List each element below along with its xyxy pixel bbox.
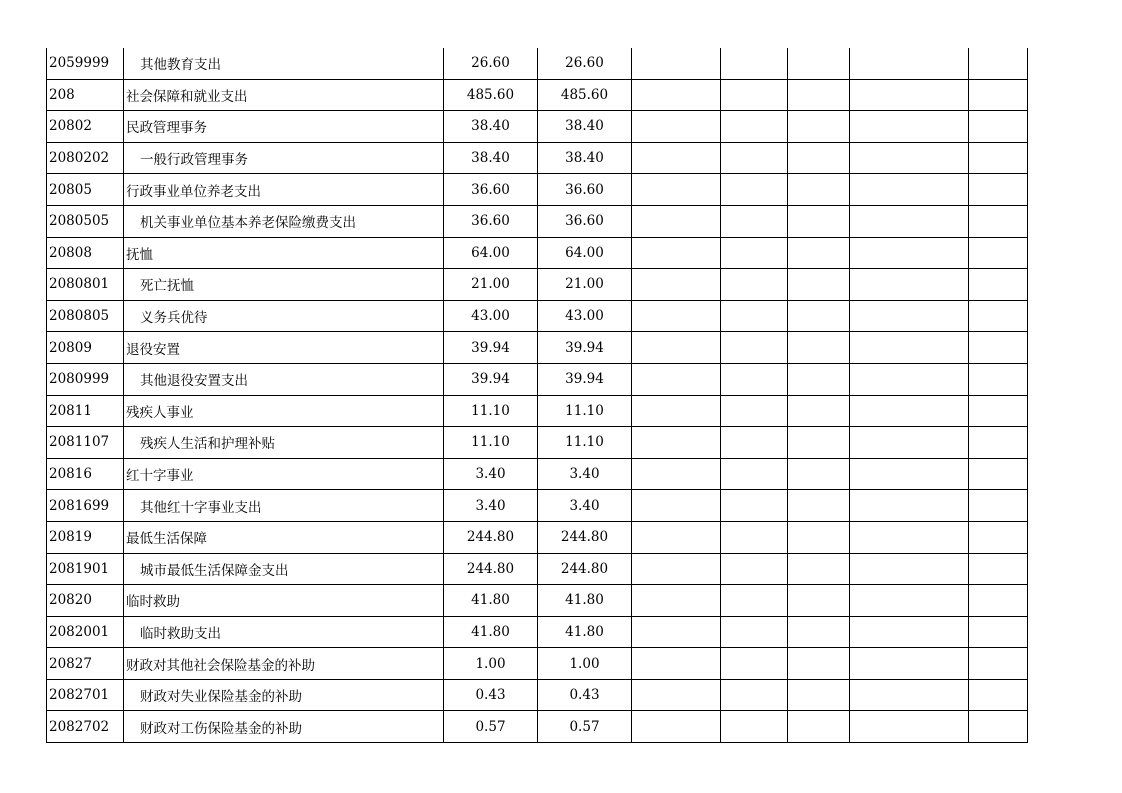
empty-cell [788, 458, 850, 490]
empty-cell [632, 205, 721, 237]
empty-cell [721, 521, 788, 553]
empty-cell [632, 427, 721, 459]
total-amount-cell: 43.00 [444, 300, 538, 332]
empty-cell [721, 553, 788, 585]
empty-cell [788, 648, 850, 680]
basic-expenditure-cell: 38.40 [538, 111, 632, 143]
empty-cell [721, 458, 788, 490]
code-cell: 20802 [47, 111, 124, 143]
empty-cell [632, 458, 721, 490]
empty-cell [969, 205, 1028, 237]
empty-cell [788, 585, 850, 617]
code-cell: 2059999 [47, 48, 124, 79]
basic-expenditure-cell: 3.40 [538, 490, 632, 522]
empty-cell [788, 553, 850, 585]
empty-cell [850, 395, 969, 427]
table-row [47, 332, 1028, 364]
empty-cell [850, 48, 969, 79]
basic-expenditure-cell: 36.60 [538, 205, 632, 237]
basic-expenditure-cell: 26.60 [538, 48, 632, 79]
table-row [47, 142, 1028, 174]
total-amount-cell: 26.60 [444, 48, 538, 79]
empty-cell [850, 205, 969, 237]
code-cell: 20816 [47, 458, 124, 490]
empty-cell [721, 111, 788, 143]
item-name-cell: 一般行政管理事务 [124, 142, 444, 174]
item-name-cell: 行政事业单位养老支出 [124, 174, 444, 206]
empty-cell [850, 332, 969, 364]
total-amount-cell: 485.60 [444, 79, 538, 111]
empty-cell [632, 648, 721, 680]
basic-expenditure-cell: 3.40 [538, 458, 632, 490]
empty-cell [632, 395, 721, 427]
empty-cell [721, 585, 788, 617]
code-cell: 2080801 [47, 269, 124, 301]
code-cell: 2081107 [47, 427, 124, 459]
table-row [47, 237, 1028, 269]
empty-cell [632, 711, 721, 743]
empty-cell [969, 395, 1028, 427]
empty-cell [788, 616, 850, 648]
table-row [47, 553, 1028, 585]
empty-cell [850, 490, 969, 522]
empty-cell [632, 363, 721, 395]
table-row [47, 427, 1028, 459]
budget-table [46, 48, 1028, 743]
basic-expenditure-cell: 41.80 [538, 616, 632, 648]
item-name-cell: 财政对工伤保险基金的补助 [124, 711, 444, 743]
empty-cell [969, 237, 1028, 269]
empty-cell [788, 174, 850, 206]
empty-cell [788, 363, 850, 395]
empty-cell [969, 427, 1028, 459]
empty-cell [788, 395, 850, 427]
empty-cell [850, 237, 969, 269]
basic-expenditure-cell: 11.10 [538, 395, 632, 427]
empty-cell [850, 427, 969, 459]
empty-cell [632, 300, 721, 332]
item-name-cell: 民政管理事务 [124, 111, 444, 143]
empty-cell [788, 711, 850, 743]
empty-cell [850, 616, 969, 648]
code-cell: 20805 [47, 174, 124, 206]
basic-expenditure-cell: 11.10 [538, 427, 632, 459]
empty-cell [850, 711, 969, 743]
basic-expenditure-cell: 39.94 [538, 363, 632, 395]
total-amount-cell: 244.80 [444, 521, 538, 553]
code-cell: 2080805 [47, 300, 124, 332]
basic-expenditure-cell: 0.57 [538, 711, 632, 743]
item-name-cell: 城市最低生活保障金支出 [124, 553, 444, 585]
basic-expenditure-cell: 39.94 [538, 332, 632, 364]
empty-cell [969, 363, 1028, 395]
basic-expenditure-cell: 485.60 [538, 79, 632, 111]
item-name-cell: 抚恤 [124, 237, 444, 269]
empty-cell [969, 521, 1028, 553]
table-row [47, 79, 1028, 111]
empty-cell [969, 711, 1028, 743]
empty-cell [721, 300, 788, 332]
empty-cell [721, 427, 788, 459]
empty-cell [850, 648, 969, 680]
empty-cell [788, 269, 850, 301]
empty-cell [632, 332, 721, 364]
code-cell: 208 [47, 79, 124, 111]
empty-cell [969, 142, 1028, 174]
empty-cell [632, 553, 721, 585]
table-row [47, 711, 1028, 743]
empty-cell [850, 585, 969, 617]
empty-cell [850, 300, 969, 332]
table-row [47, 458, 1028, 490]
empty-cell [632, 48, 721, 79]
total-amount-cell: 244.80 [444, 553, 538, 585]
item-name-cell: 财政对失业保险基金的补助 [124, 679, 444, 711]
empty-cell [969, 300, 1028, 332]
table-row [47, 679, 1028, 711]
empty-cell [632, 237, 721, 269]
item-name-cell: 红十字事业 [124, 458, 444, 490]
total-amount-cell: 21.00 [444, 269, 538, 301]
empty-cell [788, 111, 850, 143]
code-cell: 20808 [47, 237, 124, 269]
code-cell: 2082702 [47, 711, 124, 743]
empty-cell [788, 79, 850, 111]
total-amount-cell: 3.40 [444, 458, 538, 490]
item-name-cell: 其他教育支出 [124, 48, 444, 79]
item-name-cell: 义务兵优待 [124, 300, 444, 332]
basic-expenditure-cell: 21.00 [538, 269, 632, 301]
empty-cell [721, 679, 788, 711]
empty-cell [969, 79, 1028, 111]
code-cell: 2081699 [47, 490, 124, 522]
empty-cell [788, 679, 850, 711]
empty-cell [721, 648, 788, 680]
empty-cell [850, 142, 969, 174]
total-amount-cell: 36.60 [444, 174, 538, 206]
empty-cell [721, 48, 788, 79]
empty-cell [850, 363, 969, 395]
item-name-cell: 残疾人事业 [124, 395, 444, 427]
empty-cell [788, 48, 850, 79]
basic-expenditure-cell: 38.40 [538, 142, 632, 174]
total-amount-cell: 38.40 [444, 142, 538, 174]
table-row [47, 269, 1028, 301]
empty-cell [632, 616, 721, 648]
empty-cell [969, 332, 1028, 364]
empty-cell [632, 79, 721, 111]
empty-cell [850, 111, 969, 143]
basic-expenditure-cell: 1.00 [538, 648, 632, 680]
total-amount-cell: 3.40 [444, 490, 538, 522]
total-amount-cell: 38.40 [444, 111, 538, 143]
empty-cell [969, 648, 1028, 680]
code-cell: 2080999 [47, 363, 124, 395]
table-row [47, 490, 1028, 522]
table-row [47, 363, 1028, 395]
table-row [47, 616, 1028, 648]
total-amount-cell: 0.57 [444, 711, 538, 743]
empty-cell [850, 79, 969, 111]
item-name-cell: 死亡抚恤 [124, 269, 444, 301]
basic-expenditure-cell: 43.00 [538, 300, 632, 332]
item-name-cell: 机关事业单位基本养老保险缴费支出 [124, 205, 444, 237]
item-name-cell: 其他红十字事业支出 [124, 490, 444, 522]
empty-cell [721, 269, 788, 301]
total-amount-cell: 39.94 [444, 363, 538, 395]
code-cell: 2081901 [47, 553, 124, 585]
item-name-cell: 临时救助 [124, 585, 444, 617]
empty-cell [632, 490, 721, 522]
empty-cell [788, 205, 850, 237]
empty-cell [721, 711, 788, 743]
empty-cell [969, 490, 1028, 522]
empty-cell [721, 79, 788, 111]
empty-cell [632, 142, 721, 174]
code-cell: 2082701 [47, 679, 124, 711]
code-cell: 2082001 [47, 616, 124, 648]
total-amount-cell: 41.80 [444, 616, 538, 648]
empty-cell [721, 332, 788, 364]
empty-cell [721, 237, 788, 269]
empty-cell [788, 332, 850, 364]
empty-cell [850, 521, 969, 553]
empty-cell [788, 142, 850, 174]
item-name-cell: 其他退役安置支出 [124, 363, 444, 395]
empty-cell [632, 521, 721, 553]
table-row [47, 395, 1028, 427]
empty-cell [788, 237, 850, 269]
table-body [47, 48, 1028, 743]
code-cell: 20811 [47, 395, 124, 427]
basic-expenditure-cell: 41.80 [538, 585, 632, 617]
item-name-cell: 社会保障和就业支出 [124, 79, 444, 111]
empty-cell [969, 616, 1028, 648]
empty-cell [721, 490, 788, 522]
item-name-cell: 残疾人生活和护理补贴 [124, 427, 444, 459]
empty-cell [788, 427, 850, 459]
empty-cell [850, 458, 969, 490]
item-name-cell: 财政对其他社会保险基金的补助 [124, 648, 444, 680]
empty-cell [721, 205, 788, 237]
empty-cell [721, 142, 788, 174]
empty-cell [788, 490, 850, 522]
table-row [47, 174, 1028, 206]
item-name-cell: 最低生活保障 [124, 521, 444, 553]
total-amount-cell: 64.00 [444, 237, 538, 269]
total-amount-cell: 1.00 [444, 648, 538, 680]
table-row [47, 300, 1028, 332]
empty-cell [632, 111, 721, 143]
empty-cell [721, 363, 788, 395]
empty-cell [632, 174, 721, 206]
code-cell: 20820 [47, 585, 124, 617]
empty-cell [721, 616, 788, 648]
empty-cell [721, 395, 788, 427]
table-row [47, 585, 1028, 617]
item-name-cell: 退役安置 [124, 332, 444, 364]
empty-cell [850, 553, 969, 585]
code-cell: 20809 [47, 332, 124, 364]
total-amount-cell: 36.60 [444, 205, 538, 237]
total-amount-cell: 0.43 [444, 679, 538, 711]
total-amount-cell: 11.10 [444, 427, 538, 459]
empty-cell [969, 174, 1028, 206]
empty-cell [788, 521, 850, 553]
empty-cell [721, 174, 788, 206]
empty-cell [850, 269, 969, 301]
empty-cell [632, 585, 721, 617]
basic-expenditure-cell: 64.00 [538, 237, 632, 269]
basic-expenditure-cell: 0.43 [538, 679, 632, 711]
empty-cell [632, 269, 721, 301]
item-name-cell: 临时救助支出 [124, 616, 444, 648]
empty-cell [969, 458, 1028, 490]
empty-cell [969, 679, 1028, 711]
empty-cell [969, 553, 1028, 585]
code-cell: 2080202 [47, 142, 124, 174]
table-row [47, 48, 1028, 79]
empty-cell [632, 679, 721, 711]
empty-cell [969, 269, 1028, 301]
basic-expenditure-cell: 244.80 [538, 521, 632, 553]
total-amount-cell: 41.80 [444, 585, 538, 617]
empty-cell [969, 111, 1028, 143]
basic-expenditure-cell: 36.60 [538, 174, 632, 206]
code-cell: 2080505 [47, 205, 124, 237]
empty-cell [850, 174, 969, 206]
table-row [47, 205, 1028, 237]
empty-cell [788, 300, 850, 332]
empty-cell [850, 679, 969, 711]
total-amount-cell: 11.10 [444, 395, 538, 427]
table-row [47, 648, 1028, 680]
empty-cell [969, 48, 1028, 79]
empty-cell [969, 585, 1028, 617]
basic-expenditure-cell: 244.80 [538, 553, 632, 585]
table-row [47, 111, 1028, 143]
total-amount-cell: 39.94 [444, 332, 538, 364]
code-cell: 20819 [47, 521, 124, 553]
code-cell: 20827 [47, 648, 124, 680]
table-row [47, 521, 1028, 553]
